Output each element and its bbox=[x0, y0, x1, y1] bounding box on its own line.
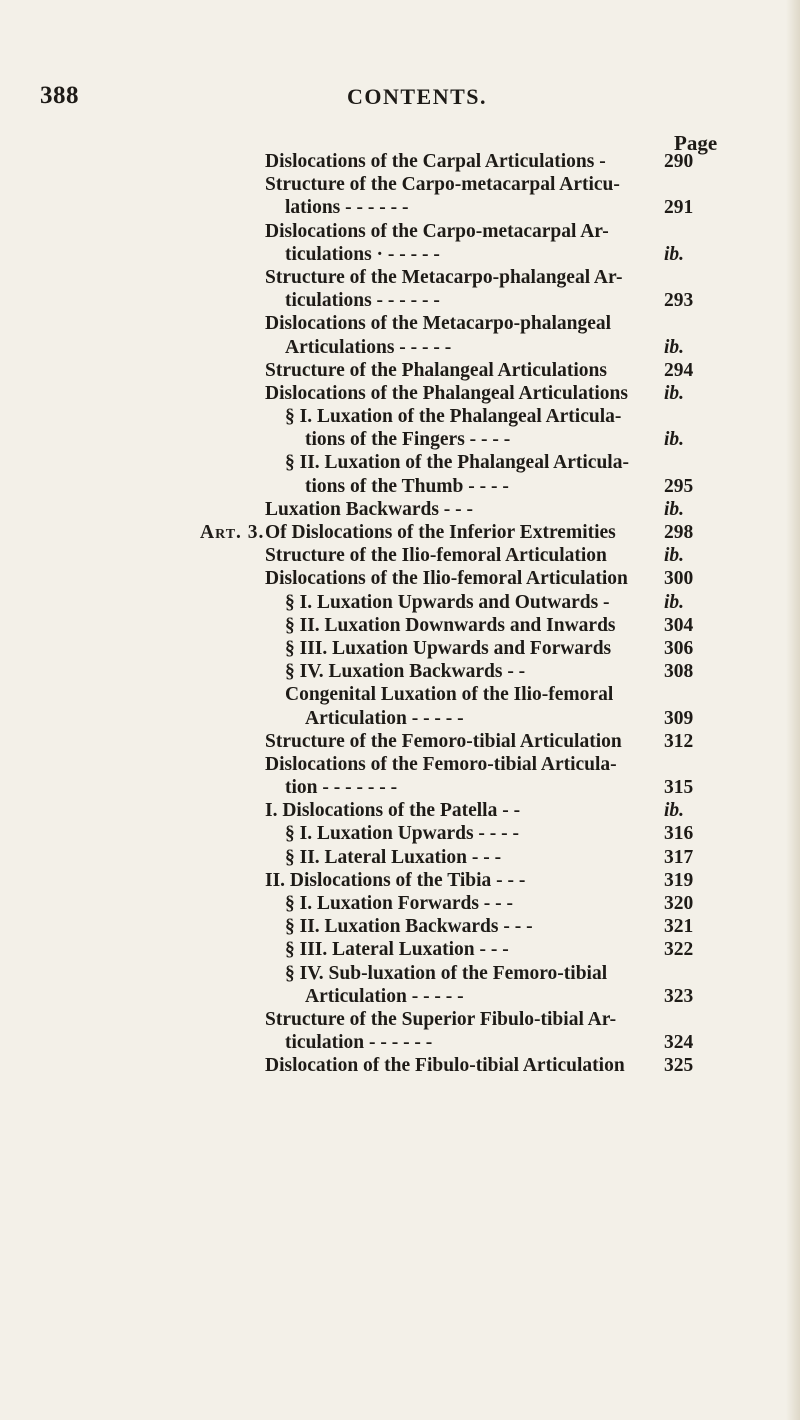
contents-entry bbox=[0, 614, 800, 637]
entry-page-number: 323 bbox=[664, 985, 694, 1007]
contents-entry bbox=[0, 1031, 800, 1054]
entry-title: § I. Luxation Forwards - - - bbox=[285, 893, 514, 914]
running-head: CONTENTS. bbox=[347, 84, 488, 109]
entry-page-number: ib. bbox=[664, 800, 685, 822]
contents-entry bbox=[0, 892, 800, 915]
article-label: Art. 3. bbox=[200, 522, 265, 543]
entry-page-number: 290 bbox=[664, 151, 694, 172]
contents-entry bbox=[0, 567, 800, 590]
entry-title: I. Dislocations of the Patella - - bbox=[265, 800, 521, 822]
entry-page-number: ib. bbox=[664, 336, 685, 358]
entry-title: § IV. Luxation Backwards - - bbox=[285, 661, 526, 683]
contents-entry bbox=[0, 660, 800, 683]
contents-entry bbox=[0, 1054, 800, 1077]
entry-title: Structure of the Femoro-tibial Articulation bbox=[265, 730, 622, 752]
contents-entry bbox=[0, 173, 800, 196]
contents-entry bbox=[0, 822, 800, 845]
contents-entry bbox=[0, 962, 800, 985]
entry-page-number: 300 bbox=[664, 568, 694, 590]
entry-title: § III. Lateral Luxation - - - bbox=[285, 939, 509, 961]
contents-entry bbox=[0, 799, 800, 822]
contents-entry bbox=[0, 150, 800, 173]
entry-title: Dislocations of the Carpo-metacarpal Ar- bbox=[265, 220, 609, 242]
entry-title: tions of the Fingers - - - - bbox=[305, 429, 511, 451]
contents-entry bbox=[0, 243, 800, 266]
contents-entry bbox=[0, 730, 800, 753]
contents-entry bbox=[0, 753, 800, 776]
contents-entry bbox=[0, 846, 800, 869]
contents-entry bbox=[0, 289, 800, 312]
entry-title: Luxation Backwards - - - bbox=[265, 498, 474, 520]
entry-title: Articulations - - - - - bbox=[285, 336, 452, 358]
entry-title: Dislocations of the Phalangeal Articulations bbox=[265, 382, 628, 404]
entry-page-number: 319 bbox=[664, 869, 694, 891]
entry-page-number: 298 bbox=[664, 522, 694, 543]
entry-page-number: 320 bbox=[664, 893, 694, 914]
contents-entry bbox=[0, 266, 800, 289]
entry-page-number: 312 bbox=[664, 730, 694, 752]
page-column-heading: Page bbox=[674, 131, 718, 155]
contents-entry bbox=[0, 475, 800, 498]
contents-entry bbox=[0, 637, 800, 660]
contents-entry bbox=[0, 451, 800, 474]
entry-title: Structure of the Carpo-metacarpal Articu- bbox=[265, 174, 620, 196]
entry-page-number: 308 bbox=[664, 661, 694, 683]
contents-entry bbox=[0, 683, 800, 706]
contents-entry bbox=[0, 915, 800, 938]
entry-page-number: 317 bbox=[664, 846, 694, 868]
entry-page-number: 291 bbox=[664, 197, 694, 219]
entry-page-number: 295 bbox=[664, 475, 694, 497]
contents-entry bbox=[0, 521, 800, 544]
entry-title: Dislocations of the Metacarpo-phalangeal bbox=[265, 313, 612, 335]
contents-entry bbox=[0, 312, 800, 335]
contents-entry bbox=[0, 1008, 800, 1031]
contents-entry bbox=[0, 220, 800, 243]
entry-title: Structure of the Superior Fibulo-tibial Ar- bbox=[265, 1008, 617, 1030]
contents-entry bbox=[0, 405, 800, 428]
entry-title: § II. Luxation Backwards - - - bbox=[285, 916, 533, 938]
entry-title: § II. Luxation of the Phalangeal Articula- bbox=[285, 452, 629, 474]
contents-entry bbox=[0, 938, 800, 961]
entry-page-number: 324 bbox=[664, 1032, 694, 1054]
entry-page-number: ib. bbox=[664, 591, 685, 613]
contents-entry bbox=[0, 428, 800, 451]
entry-page-number: 304 bbox=[664, 614, 694, 636]
contents-entry bbox=[0, 869, 800, 892]
entry-page-number: ib. bbox=[664, 429, 685, 451]
entry-title: tions of the Thumb - - - - bbox=[305, 475, 509, 497]
entry-title: Structure of the Phalangeal Articulations bbox=[265, 359, 607, 381]
contents-entry bbox=[0, 196, 800, 219]
entry-title: § II. Luxation Downwards and Inwards bbox=[285, 614, 616, 636]
entry-title: Articulation - - - - - bbox=[305, 985, 464, 1007]
contents-entry bbox=[0, 359, 800, 382]
contents-entry bbox=[0, 336, 800, 359]
entry-title: tion - - - - - - - bbox=[285, 777, 398, 799]
contents-list bbox=[0, 150, 800, 1078]
entry-title: Articulation - - - - - bbox=[305, 707, 464, 729]
contents-entry bbox=[0, 776, 800, 799]
entry-title: Dislocations of the Femoro-tibial Articula- bbox=[265, 753, 617, 775]
entry-title: II. Dislocations of the Tibia - - - bbox=[265, 869, 526, 891]
entry-page-number: 322 bbox=[664, 939, 694, 961]
entry-title: Dislocations of the Carpal Articulations - bbox=[265, 151, 606, 172]
entry-title: Structure of the Metacarpo-phalangeal Ar- bbox=[265, 266, 623, 288]
entry-title: ticulations · - - - - - bbox=[285, 243, 440, 265]
entry-title: Dislocations of the Ilio-femoral Articulation bbox=[265, 568, 628, 590]
entry-page-number: 293 bbox=[664, 290, 694, 312]
entry-title: ticulations - - - - - - bbox=[285, 290, 440, 312]
entry-page-number: ib. bbox=[664, 382, 685, 404]
contents-entry bbox=[0, 544, 800, 567]
entry-title: Congenital Luxation of the Ilio-femoral bbox=[285, 684, 614, 706]
entry-page-number: ib. bbox=[664, 545, 685, 567]
contents-entry bbox=[0, 591, 800, 614]
entry-title: Dislocation of the Fibulo-tibial Articulation bbox=[265, 1055, 625, 1077]
entry-page-number: 309 bbox=[664, 707, 694, 729]
entry-page-number: 325 bbox=[664, 1055, 694, 1077]
entry-title: § II. Lateral Luxation - - - bbox=[285, 846, 502, 868]
entry-page-number: ib. bbox=[664, 243, 685, 265]
entry-title: Of Dislocations of the Inferior Extremities bbox=[265, 522, 616, 543]
entry-page-number: 306 bbox=[664, 637, 694, 659]
entry-page-number: 315 bbox=[664, 777, 694, 799]
entry-title: § IV. Sub-luxation of the Femoro-tibial bbox=[285, 962, 608, 984]
contents-entry bbox=[0, 985, 800, 1008]
entry-page-number: 316 bbox=[664, 823, 694, 845]
entry-title: § I. Luxation Upwards and Outwards - bbox=[285, 591, 610, 613]
entry-title: Structure of the Ilio-femoral Articulation bbox=[265, 545, 607, 567]
contents-entry bbox=[0, 498, 800, 521]
entry-page-number: ib. bbox=[664, 498, 685, 520]
entry-page-number: 321 bbox=[664, 916, 694, 938]
contents-entry bbox=[0, 382, 800, 405]
entry-title: § I. Luxation Upwards - - - - bbox=[285, 823, 520, 845]
entry-title: lations - - - - - - bbox=[285, 197, 409, 219]
contents-entry bbox=[0, 707, 800, 730]
entry-title: § III. Luxation Upwards and Forwards bbox=[285, 637, 612, 659]
page-number: 388 bbox=[40, 82, 79, 109]
entry-page-number: 294 bbox=[664, 359, 694, 381]
entry-title: ticulation - - - - - - bbox=[285, 1032, 433, 1054]
entry-title: § I. Luxation of the Phalangeal Articula- bbox=[285, 406, 622, 428]
